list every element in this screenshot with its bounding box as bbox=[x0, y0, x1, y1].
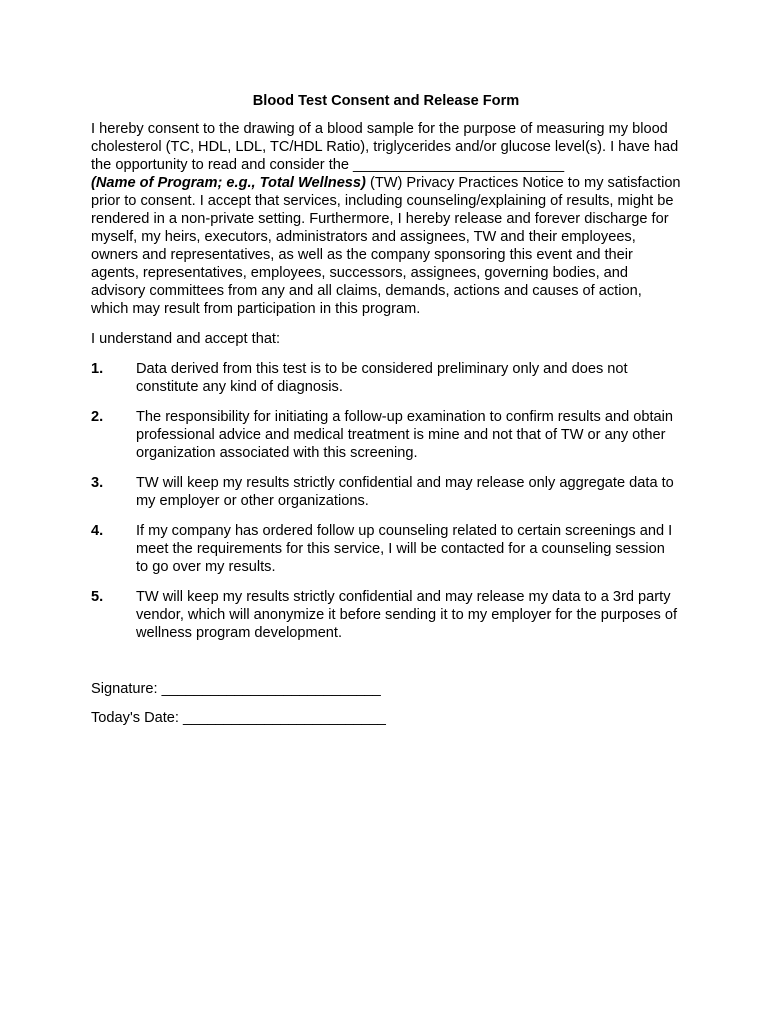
signature-field[interactable]: Signature: ___________________________ bbox=[91, 681, 381, 697]
intro-text-part1: I hereby consent to the drawing of a blood sample for the purpose of measuring my blood cholesterol (TC, HDL, LDL, TC/HDL Ratio), triglycerides and/or glucose level(s). I have had the opportunity to read and consider the __________________________ bbox=[91, 121, 679, 173]
understand-statement: I understand and accept that: bbox=[91, 331, 281, 347]
list-item bbox=[91, 360, 681, 396]
date-field[interactable]: Today's Date: _________________________ bbox=[91, 710, 386, 726]
list-item-text: If my company has ordered follow up counseling related to certain screenings and I meet the requirements for this service, I will be contacted for a counseling session to go over my results. bbox=[136, 523, 673, 575]
list-item-number: 5. bbox=[91, 589, 104, 605]
signature-section bbox=[91, 680, 681, 727]
list-item bbox=[91, 474, 681, 510]
intro-text-part2: (TW) Privacy Practices Notice to my satisfaction prior to consent. I accept that services, including counseling/explaining of results, might be rendered in a non-private setting. Furthermore, I hereby release and forever discharge for myself, my heirs, executors, administrators and assignees, TW and their employees, owners and representatives, as well as the company sponsoring this event and their agents, representatives, employees, successors, assignees, governing bodies, and advisory committees from any and all claims, demands, actions and causes of action, which may result from participation in this program. bbox=[91, 175, 681, 317]
list-item-text: TW will keep my results strictly confidential and may release only aggregate data to my employer or other organizations. bbox=[136, 475, 674, 509]
list-item-number: 3. bbox=[91, 475, 104, 491]
list-item-number: 1. bbox=[91, 361, 104, 377]
list-item-text: Data derived from this test is to be considered preliminary only and does not constitute any kind of diagnosis. bbox=[136, 361, 628, 395]
list-item-text: The responsibility for initiating a follow-up examination to confirm results and obtain professional advice and medical treatment is mine and not that of TW or any other organization associated with this screening. bbox=[136, 409, 673, 461]
terms-list bbox=[91, 360, 681, 642]
list-item bbox=[91, 408, 681, 462]
program-name-placeholder: (Name of Program; e.g., Total Wellness) bbox=[91, 175, 366, 191]
list-item bbox=[91, 522, 681, 576]
list-item-number: 4. bbox=[91, 523, 104, 539]
form-title: Blood Test Consent and Release Form bbox=[252, 93, 520, 109]
list-item-text: TW will keep my results strictly confidential and may release my data to a 3rd party vendor, which will anonymize it before sending it to my employer for the purposes of wellness program development. bbox=[136, 589, 678, 641]
list-item bbox=[91, 588, 681, 642]
list-item-number: 2. bbox=[91, 409, 104, 425]
intro-paragraph bbox=[91, 120, 681, 318]
consent-form-page bbox=[91, 92, 681, 738]
